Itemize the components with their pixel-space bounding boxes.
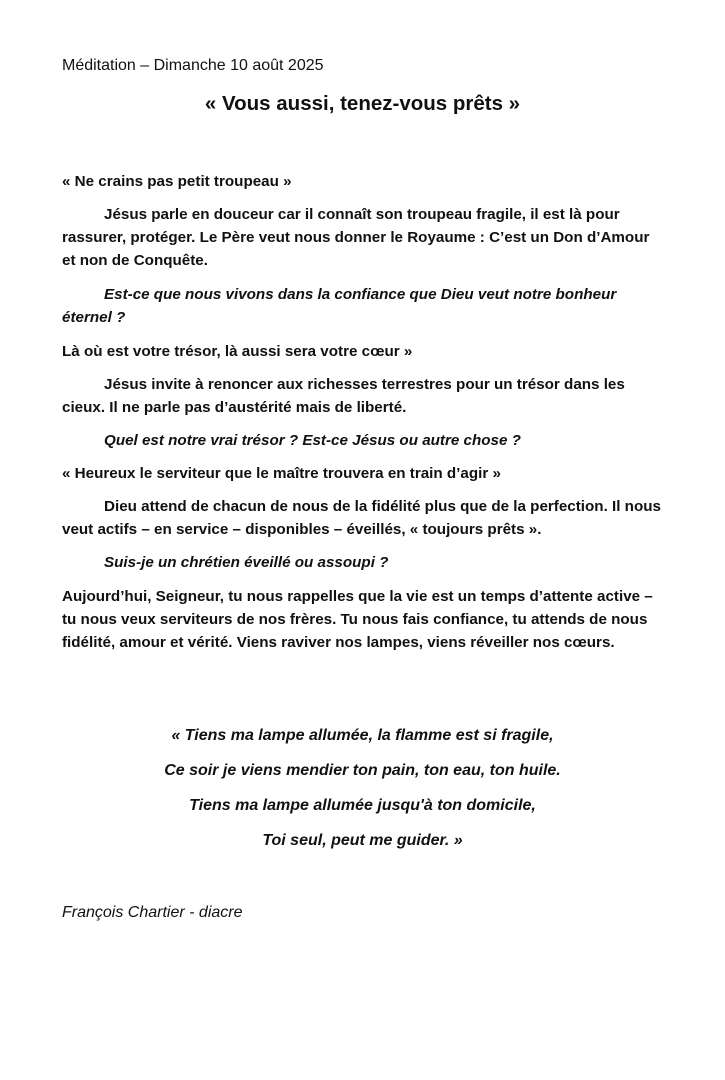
section-1-question: Est-ce que nous vivons dans la confiance que Dieu veut notre bonheur éternel ? bbox=[62, 286, 617, 326]
section-1-quote: « Ne crains pas petit troupeau » bbox=[62, 173, 292, 190]
section-3-quote: « Heureux le serviteur que le maître trouvera en train d’agir » bbox=[62, 465, 501, 482]
section-2-commentary: Jésus invite à renoncer aux richesses terrestres pour un trésor dans les cieux. Il ne parle pas d’austérité mais de liberté. bbox=[62, 376, 625, 416]
poem-line-3: Tiens ma lampe allumée jusqu'à ton domicile, bbox=[189, 797, 536, 814]
prayer-paragraph: Aujourd’hui, Seigneur, tu nous rappelles que la vie est un temps d’attente active – tu nous veux serviteurs de nos frères. Tu nous fais confiance, tu attends de nous fidélité, amour et vérité. Viens raviver nos lampes, viens réveiller nos cœurs. bbox=[62, 588, 653, 651]
signature: François Chartier - diacre bbox=[62, 904, 243, 921]
poem-line-4: Toi seul, peut me guider. » bbox=[262, 832, 463, 849]
section-2-question: Quel est notre vrai trésor ? Est-ce Jésus ou autre chose ? bbox=[104, 432, 521, 449]
section-2-quote: Là où est votre trésor, là aussi sera votre cœur » bbox=[62, 343, 413, 360]
dateline: Méditation – Dimanche 10 août 2025 bbox=[62, 57, 324, 74]
document-title: « Vous aussi, tenez-vous prêts » bbox=[204, 92, 521, 115]
poem-line-2: Ce soir je viens mendier ton pain, ton eau, ton huile. bbox=[164, 762, 561, 779]
section-3-question: Suis-je un chrétien éveillé ou assoupi ? bbox=[104, 554, 389, 571]
poem-line-1: « Tiens ma lampe allumée, la flamme est si fragile, bbox=[171, 727, 554, 744]
section-1-commentary: Jésus parle en douceur car il connaît son troupeau fragile, il est là pour rassurer, protéger. Le Père veut nous donner le Royaume : C’est un Don d’Amour et non de Conquête. bbox=[62, 206, 650, 269]
section-3-commentary: Dieu attend de chacun de nous de la fidélité plus que de la perfection. Il nous veut actifs – en service – disponibles – éveillés, « toujours prêts ». bbox=[62, 498, 661, 538]
